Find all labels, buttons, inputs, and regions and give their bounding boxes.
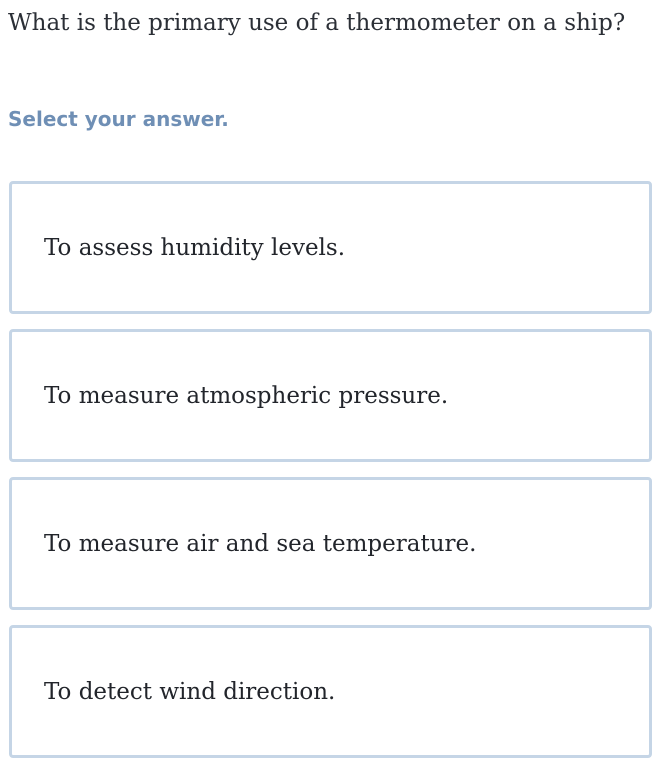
answer-option-2[interactable] — [9, 329, 652, 462]
answer-option-label: To measure atmospheric pressure. — [44, 382, 449, 409]
answer-option-3[interactable] — [9, 477, 652, 610]
answer-option-label: To measure air and sea temperature. — [44, 530, 477, 557]
answer-option-1[interactable] — [9, 181, 652, 314]
answer-option-label: To assess humidity levels. — [44, 234, 346, 261]
answer-options-list — [9, 181, 652, 758]
answer-option-label: To detect wind direction. — [44, 678, 336, 705]
select-answer-prompt: Select your answer. — [8, 107, 229, 131]
answer-option-4[interactable] — [9, 625, 652, 758]
question-text: What is the primary use of a thermometer on a ship? — [8, 10, 626, 36]
